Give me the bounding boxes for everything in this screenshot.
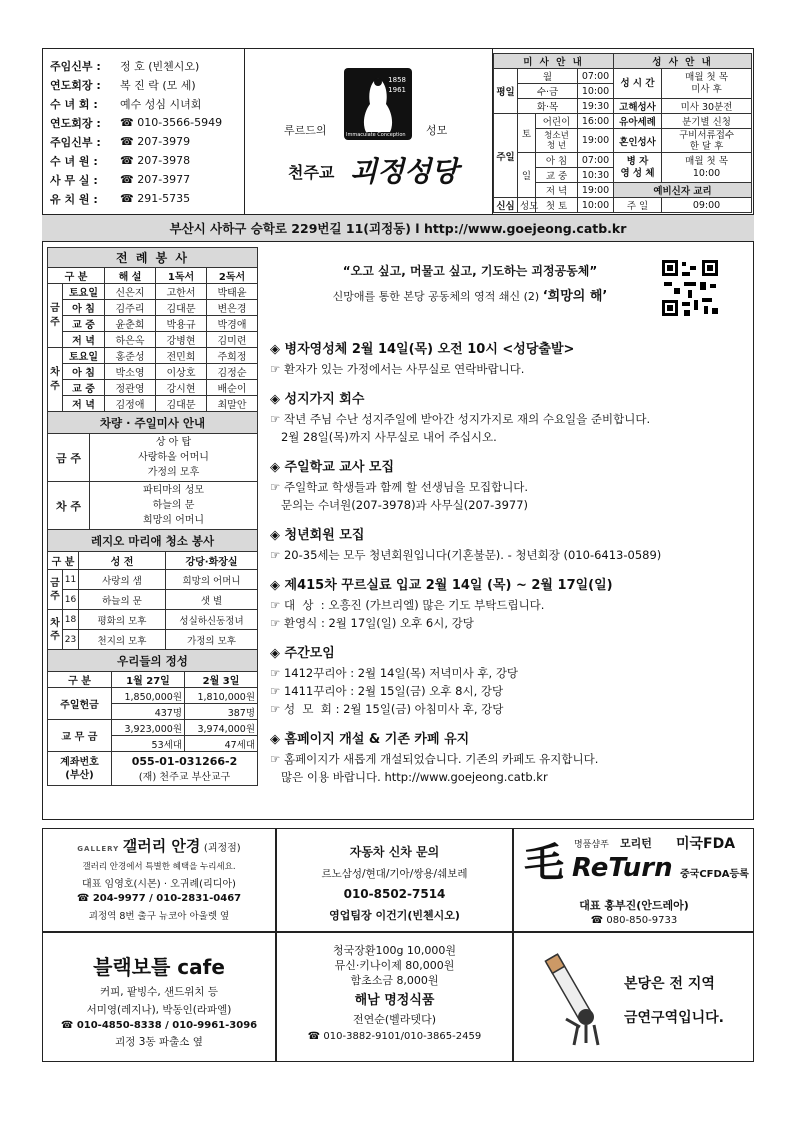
sacrament-detail: 매월 첫 목 미사 후 [662, 69, 752, 99]
mass-day: 수·금 [518, 84, 578, 99]
mass-row [494, 153, 752, 168]
liturgy-name: 이상호 [156, 364, 207, 380]
sacrament-detail: 구비서류접수 한 달 후 [662, 129, 752, 153]
logo-year-1: 1858 [388, 76, 406, 84]
staff-row [50, 113, 250, 132]
account-name: (재) 천주교 부산교구 [138, 771, 231, 783]
vehicle-week-label: 차 주 [48, 482, 90, 530]
account-info [112, 752, 258, 786]
sat-label: 토 [518, 114, 536, 153]
notice-line: 많은 이용 바랍니다. http://www.goejeong.catb.kr [270, 770, 548, 784]
legio-number: 16 [63, 590, 79, 610]
staff-row [50, 75, 250, 94]
no-smoking-icon [528, 947, 618, 1047]
liturgy-name: 배순이 [207, 380, 258, 396]
return-tag2: 모리턴 [620, 837, 652, 850]
liturgy-slot: 교 중 [63, 316, 105, 332]
liturgy-week-label: 금 주 [48, 284, 63, 348]
notice-title: ◈ 주간모임 [270, 646, 335, 661]
return-fda: 미국FDA [676, 836, 736, 852]
notice-line: ☞ 20-35세는 모두 청년회원입니다(기혼불문). - 청년회장 (010-6413-0589) [270, 548, 662, 562]
mass-time: 07:00 [578, 69, 614, 84]
sacrament-detail: 매월 첫 목 10:00 [662, 153, 752, 183]
staff-label: 주임신부 : [50, 135, 101, 149]
mass-day: 교 중 [536, 168, 578, 183]
notice-line: ☞ 주일학교 학생들과 함께 할 선생님을 모집합니다. [270, 480, 529, 494]
liturgy-row [48, 380, 258, 396]
mass-time: 19:00 [578, 183, 614, 198]
mass-time: 07:00 [578, 153, 614, 168]
qr-code-icon [660, 258, 720, 318]
legio-col: 구 분 [48, 552, 79, 570]
sacrament-name: 유아세례 [614, 114, 662, 129]
vehicle-stop: 사랑하올 어머니 [138, 452, 209, 463]
vehicle-row [48, 482, 258, 530]
sacrament-detail: 미사 30분전 [662, 99, 752, 114]
mass-time: 19:30 [578, 99, 614, 114]
sacrament-name: 고해성사 [614, 99, 662, 114]
gallery-owner: 대표 임영호(시몬) · 오귀례(리디아) [82, 879, 236, 890]
car-phone: 010-8502-7514 [343, 887, 446, 901]
liturgy-name: 주희정 [207, 348, 258, 364]
notice-line: 문의는 수녀원(207-3978)과 사무실(207-3977) [270, 498, 529, 512]
vehicle-week-label: 금 주 [48, 434, 90, 482]
staff-row [50, 132, 250, 151]
catechism-day: 주 일 [614, 198, 662, 213]
gallery-name: 갤러리 안경 [122, 837, 201, 855]
staff-value: ☎ 207-3979 [120, 135, 191, 148]
logo-right-text: 성모 [426, 124, 448, 137]
staff-value: 예수 성심 시녀회 [120, 97, 202, 111]
cafe-owner: 서미영(레지나), 박동인(라파엘) [86, 1004, 232, 1016]
notice-title: ◈ 청년회원 모집 [270, 528, 365, 543]
staff-value: ☎ 291-5735 [120, 192, 191, 205]
liturgy-name: 김미련 [207, 332, 258, 348]
vehicle-stop: 하늘의 문 [152, 500, 195, 511]
liturgy-week-label: 차 주 [48, 348, 63, 412]
mass-row [494, 69, 752, 84]
vehicle-stops [90, 434, 258, 482]
food-item: 함초소금 8,000원 [350, 974, 439, 987]
food-owner: 전연순(벨라뎃다) [353, 1013, 436, 1026]
devotion-time: 10:00 [578, 198, 614, 213]
ad-gallery [42, 828, 276, 932]
offering-count: 47세대 [185, 736, 258, 752]
legio-row [48, 570, 258, 590]
church-prefix: 천주교 [288, 163, 335, 182]
liturgy-name: 신은지 [105, 284, 156, 300]
liturgy-row [48, 284, 258, 300]
liturgy-col: 1독서 [156, 268, 207, 284]
liturgy-name: 강병현 [156, 332, 207, 348]
cafe-menu: 커피, 팥빙수, 샌드위치 등 [99, 986, 219, 998]
mass-day: 화·목 [518, 99, 578, 114]
legio-week-label: 차 주 [48, 610, 63, 650]
legio-table [47, 529, 258, 650]
offering-amount: 3,974,000원 [185, 720, 258, 736]
church-logo [270, 62, 480, 202]
vehicle-stop: 가정의 모후 [147, 467, 200, 478]
liturgy-col: 구 분 [48, 268, 105, 284]
staff-row [50, 56, 250, 75]
liturgy-name: 변은경 [207, 300, 258, 316]
offering-row [48, 720, 258, 736]
liturgy-slot: 토요일 [63, 348, 105, 364]
legio-number: 18 [63, 610, 79, 630]
sacrament-title: 성 사 안 내 [614, 54, 752, 69]
staff-label: 수 녀 원 : [50, 154, 98, 168]
liturgy-row [48, 364, 258, 380]
offering-row [48, 688, 258, 704]
notice-line: ☞ 대 상 : 오흥진 (가브리엘) 많은 기도 부탁드립니다. [270, 598, 545, 612]
legio-week-label: 금 주 [48, 570, 63, 610]
staff-row [50, 170, 250, 189]
return-mo: 毛 [524, 839, 564, 886]
ad-no-smoking [513, 932, 754, 1062]
offering-amount: 3,923,000원 [112, 720, 185, 736]
mass-day: 아 침 [536, 153, 578, 168]
car-brands: 르노삼성/현대/기아/쌍용/쉐보레 [321, 868, 468, 880]
staff-label: 연도회장 : [50, 116, 101, 130]
notice-line: ☞ 환자가 있는 가정에서는 사무실로 연락바랍니다. [270, 362, 525, 376]
mass-time: 10:00 [578, 84, 614, 99]
food-phone: ☎ 010-3882-9101/010-3865-2459 [307, 1031, 482, 1042]
notice-item [270, 728, 750, 786]
vehicle-stops [90, 482, 258, 530]
mass-row [494, 198, 752, 213]
sunday-label: 주일 [494, 114, 518, 198]
liturgy-slot: 저 녁 [63, 332, 105, 348]
liturgy-name: 김주리 [105, 300, 156, 316]
liturgy-name: 김정순 [207, 364, 258, 380]
address-text: 부산시 사하구 승학로 229번길 11(괴정동) l http://www.goejeong.catb.kr [169, 221, 627, 236]
notice-line: ☞ 홈페이지가 새롭게 개설되었습니다. 기존의 카페도 유지합니다. [270, 752, 599, 766]
return-owner: 대표 홍부진(안드레아) [579, 899, 689, 912]
liturgy-slot: 아 침 [63, 300, 105, 316]
offering-count: 53세대 [112, 736, 185, 752]
notice-item [270, 524, 750, 564]
notice-item [270, 456, 750, 514]
legio-row [48, 630, 258, 650]
vehicle-stop: 희망의 어머니 [142, 515, 205, 526]
notice-item [270, 642, 750, 718]
mass-row [494, 99, 752, 114]
legio-group: 성실하신동정녀 [166, 610, 258, 630]
liturgy-table [47, 247, 258, 412]
liturgy-name: 하은옥 [105, 332, 156, 348]
liturgy-name: 박용규 [156, 316, 207, 332]
legio-group: 하늘의 문 [79, 590, 166, 610]
car-title: 자동차 신차 문의 [349, 845, 440, 859]
offering-label: 교 무 금 [48, 720, 112, 752]
return-fda2: 중국CFDA등록 [680, 869, 749, 880]
catechism-time: 09:00 [662, 198, 752, 213]
legio-row [48, 590, 258, 610]
mass-sacrament-table [493, 53, 751, 213]
staff-divider [244, 48, 245, 214]
vehicle-title: 차량 · 주일미사 안내 [48, 412, 258, 434]
emblem-icon [344, 68, 412, 140]
liturgy-name: 김대문 [156, 300, 207, 316]
liturgy-col: 2독서 [207, 268, 258, 284]
liturgy-row [48, 300, 258, 316]
notice-line: ☞ 성 모 회 : 2월 15일(금) 아침미사 후, 강당 [270, 702, 504, 716]
legio-group: 희망의 어머니 [166, 570, 258, 590]
motto-emphasis: ‘희망의 해’ [542, 289, 608, 304]
logo-left-text: 루르드의 [284, 124, 327, 137]
food-item: 뮤신·키나이제 80,000원 [334, 959, 455, 972]
mass-title: 미 사 안 내 [494, 54, 614, 69]
weekday-label: 평일 [494, 69, 518, 114]
no-smoking-line1: 본당은 전 지역 [624, 976, 715, 992]
liturgy-name: 홍준성 [105, 348, 156, 364]
return-tag1: 명품샴푸 [574, 840, 609, 850]
devotion-label: 신심 [494, 198, 518, 213]
legio-col: 성 전 [79, 552, 166, 570]
staff-label: 수 녀 회 : [50, 97, 98, 111]
legio-number: 23 [63, 630, 79, 650]
staff-value: ☎ 010-3566-5949 [120, 116, 223, 129]
devotion-name: 성모 [518, 198, 536, 213]
liturgy-row [48, 396, 258, 412]
offering-col: 1월 27일 [112, 672, 185, 688]
ad-return [513, 828, 754, 932]
liturgy-row [48, 332, 258, 348]
sacrament-name: 병 자 영 성 체 [614, 153, 662, 183]
notice-title: ◈ 제415차 꾸르실료 입교 2월 14일 (목) ~ 2월 17일(일) [270, 578, 613, 593]
vehicle-stop: 파티마의 성모 [142, 485, 205, 496]
mass-time: 10:30 [578, 168, 614, 183]
sidebar [47, 247, 257, 786]
ad-cafe [42, 932, 276, 1062]
legio-title: 레지오 마리애 청소 봉사 [48, 530, 258, 552]
ad-food [276, 932, 513, 1062]
account-number: 055-01-031266-2 [131, 754, 238, 768]
car-person: 영업팀장 이건기(빈첸시오) [329, 909, 460, 922]
liturgy-name: 박소영 [105, 364, 156, 380]
offering-count: 387명 [185, 704, 258, 720]
liturgy-slot: 저 녁 [63, 396, 105, 412]
motto-line1: “오고 싶고, 머물고 싶고, 기도하는 괴정공동체” [342, 264, 598, 278]
offering-table [47, 649, 258, 786]
return-brand: ReTurn [572, 853, 673, 883]
notice-title: ◈ 홈페이지 개설 & 기존 카페 유지 [270, 732, 470, 747]
cafe-name: 블랙보틀 cafe [93, 955, 225, 979]
mass-day: 월 [518, 69, 578, 84]
offering-amount: 1,810,000원 [185, 688, 258, 704]
sacrament-name: 혼인성사 [614, 129, 662, 153]
offering-amount: 1,850,000원 [112, 688, 185, 704]
staff-label: 주임신부 : [50, 59, 101, 73]
legio-group: 샛 별 [166, 590, 258, 610]
liturgy-name: 윤춘희 [105, 316, 156, 332]
church-name: 괴정성당 [350, 155, 459, 188]
logo-caption: Immaculate Conception [346, 132, 406, 138]
staff-list [50, 56, 250, 208]
staff-value: ☎ 207-3978 [120, 154, 191, 167]
logo-year-2: 1961 [388, 86, 406, 94]
gallery-suffix: (괴정점) [203, 843, 241, 854]
mass-time: 19:00 [578, 129, 614, 153]
liturgy-name: 강시현 [156, 380, 207, 396]
liturgy-name: 박태윤 [207, 284, 258, 300]
staff-label: 사 무 실 : [50, 173, 98, 187]
liturgy-col: 해 설 [105, 268, 156, 284]
mass-time: 16:00 [578, 114, 614, 129]
liturgy-slot: 아 침 [63, 364, 105, 380]
return-phone: ☎ 080-850-9733 [590, 915, 678, 926]
notice-title: ◈ 성지가지 회수 [270, 392, 365, 407]
legio-group: 평화의 모후 [79, 610, 166, 630]
liturgy-slot: 토요일 [63, 284, 105, 300]
vehicle-stop: 상 아 탑 [155, 437, 192, 448]
catechism-title: 예비신자 교리 [614, 183, 752, 198]
notice-line: ☞ 환영식 : 2월 17일(일) 오후 6시, 강당 [270, 616, 474, 630]
offering-col: 2월 3일 [185, 672, 258, 688]
legio-number: 11 [63, 570, 79, 590]
liturgy-slot: 교 중 [63, 380, 105, 396]
staff-label: 연도회장 : [50, 78, 101, 92]
offering-count: 437명 [112, 704, 185, 720]
notice-title: ◈ 주일학교 교사 모집 [270, 460, 395, 475]
legio-row [48, 610, 258, 630]
legio-group: 사랑의 샘 [79, 570, 166, 590]
ad-car [276, 828, 513, 932]
mass-day: 어린이 [536, 114, 578, 129]
staff-value: ☎ 207-3977 [120, 173, 191, 186]
no-smoking-line2: 금연구역입니다. [624, 1010, 724, 1026]
gallery-logo: GALLERY [77, 845, 120, 853]
notice-line: ☞ 1412꾸리아 : 2월 14일(목) 저녁미사 후, 강당 [270, 666, 519, 680]
vehicle-table [47, 411, 258, 530]
notice-line: ☞ 작년 주님 수난 성지주일에 받아간 성지가지로 재의 수요일을 준비합니다. [270, 412, 651, 426]
devotion-day: 첫 토 [536, 198, 578, 213]
notice-title: ◈ 병자영성체 2월 14일(목) 오전 10시 <성당출발> [270, 342, 575, 357]
offering-title: 우리들의 정성 [48, 650, 258, 672]
gallery-location: 괴정역 8번 출구 뉴코아 아울렛 옆 [88, 911, 230, 922]
liturgy-name: 전민희 [156, 348, 207, 364]
mass-day: 청소년 청 년 [536, 129, 578, 153]
liturgy-name: 고한서 [156, 284, 207, 300]
liturgy-name: 최말안 [207, 396, 258, 412]
notice-item [270, 338, 750, 378]
sacrament-name: 성 시 간 [614, 69, 662, 99]
food-item: 청국장환100g 10,000원 [332, 944, 457, 957]
motto-line2: 신망애를 통한 본당 공동체의 영적 쇄신 (2) [332, 290, 540, 303]
liturgy-name: 김대문 [156, 396, 207, 412]
offering-col: 구 분 [48, 672, 112, 688]
account-label: 계좌번호 (부산) [48, 752, 112, 786]
staff-label: 유 치 원 : [50, 192, 98, 206]
notice-line: 2월 28일(목)까지 사무실로 내어 주십시오. [270, 430, 497, 444]
staff-value: 복 진 락 (모 세) [120, 78, 196, 92]
gallery-slogan: 갤러리 안경에서 특별한 혜택을 누리세요. [82, 862, 236, 872]
liturgy-name: 정관영 [105, 380, 156, 396]
liturgy-row [48, 316, 258, 332]
legio-group: 천지의 모후 [79, 630, 166, 650]
offering-label: 주일헌금 [48, 688, 112, 720]
sun-label: 일 [518, 153, 536, 198]
legio-col: 강당·화장실 [166, 552, 258, 570]
liturgy-row [48, 348, 258, 364]
notice-item [270, 388, 750, 446]
staff-value: 정 호 (빈첸시오) [120, 59, 200, 73]
mass-row [494, 54, 752, 69]
motto [290, 262, 650, 304]
staff-row [50, 189, 250, 208]
mass-row [494, 114, 752, 129]
gallery-phone: ☎ 204-9977 / 010-2831-0467 [76, 893, 242, 904]
cafe-phone: ☎ 010-4850-8338 / 010-9961-3096 [60, 1020, 258, 1031]
mass-day: 저 녁 [536, 183, 578, 198]
address-bar [42, 214, 754, 242]
sacrament-detail: 분기별 신청 [662, 114, 752, 129]
notices [270, 338, 750, 796]
notice-item [270, 574, 750, 632]
staff-row [50, 151, 250, 170]
legio-group: 가정의 모후 [166, 630, 258, 650]
vehicle-row [48, 434, 258, 482]
liturgy-title: 전 례 봉 사 [48, 248, 258, 268]
food-name: 해남 명정식품 [354, 993, 435, 1008]
notice-line: ☞ 1411꾸리아 : 2월 15일(금) 오후 8시, 강당 [270, 684, 504, 698]
cafe-location: 괴정 3동 파출소 옆 [115, 1036, 203, 1048]
liturgy-name: 김정애 [105, 396, 156, 412]
liturgy-name: 박경애 [207, 316, 258, 332]
staff-row [50, 94, 250, 113]
